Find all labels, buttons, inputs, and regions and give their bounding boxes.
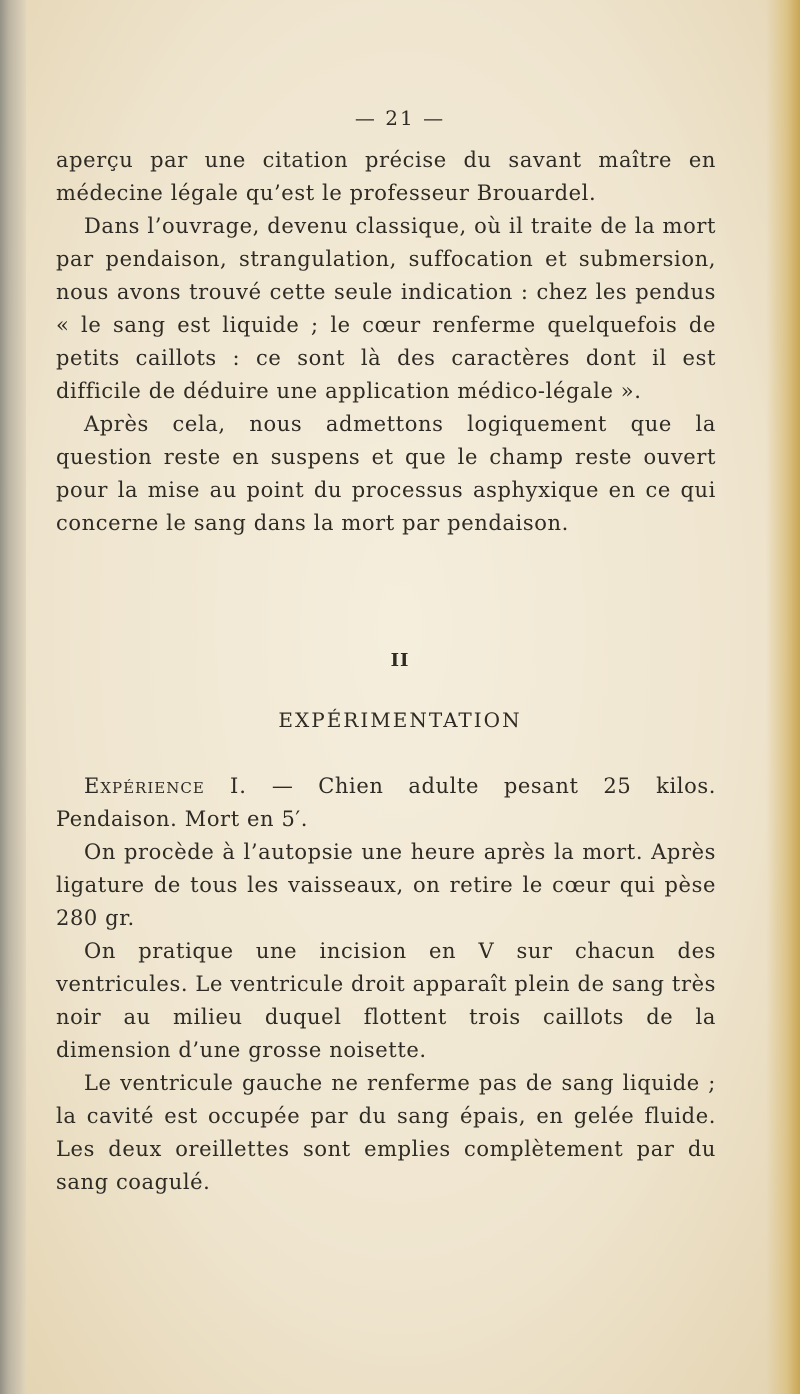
intro-text: [56, 144, 716, 540]
page-number: — 21 —: [354, 106, 446, 130]
intro-paragraph-3: Après cela, nous admettons logiquement que la question reste en suspens et que le champ reste ouvert pour la mise au point du processus asphyxique en ce qui concerne le sang dans la mort par pendaison.: [56, 412, 716, 535]
page-left-edge: [0, 0, 26, 1394]
experiment-text: [56, 770, 716, 1199]
experiment-paragraph-2: On pratique une incision en V sur chacun des ventricules. Le ventricule droit apparaît plein de sang très noir au milieu duquel flottent trois caillots de la dimension d’une grosse noisette.: [56, 939, 716, 1062]
experiment-label: Expérience I.: [84, 774, 247, 798]
experiment-paragraph-3: Le ventricule gauche ne renferme pas de sang liquide ; la cavité est occupée par du sang épais, en gelée fluide. Les deux oreillettes sont emplies complètement par du sang coagulé.: [56, 1071, 716, 1194]
page-right-edge: [766, 0, 800, 1394]
experiment-heading: [56, 770, 716, 836]
section-title: EXPÉRIMENTATION: [278, 708, 522, 732]
experiment-paragraph-1: On procède à l’autopsie une heure après la mort. Après ligature de tous les vaisseaux, on retire le cœur qui pèse 280 gr.: [56, 840, 716, 930]
experiment-summary: — Chien adulte pesant 25 kilos. Pendaison. Mort en 5′.: [56, 774, 716, 831]
intro-paragraph-1: aperçu par une citation précise du savant maître en médecine légale qu’est le professeur Brouardel.: [56, 148, 716, 205]
intro-paragraph-2: Dans l’ouvrage, devenu classique, où il traite de la mort par pendaison, strangulation, suffocation et submersion, nous avons trouvé cette seule indication : chez les pendus « le sang est liquide ; le cœur renferme quelquefois de petits caillots : ce sont là des caractères dont il est difficile de déduire une application médico-légale ».: [56, 214, 716, 403]
section-number: II: [390, 650, 410, 671]
